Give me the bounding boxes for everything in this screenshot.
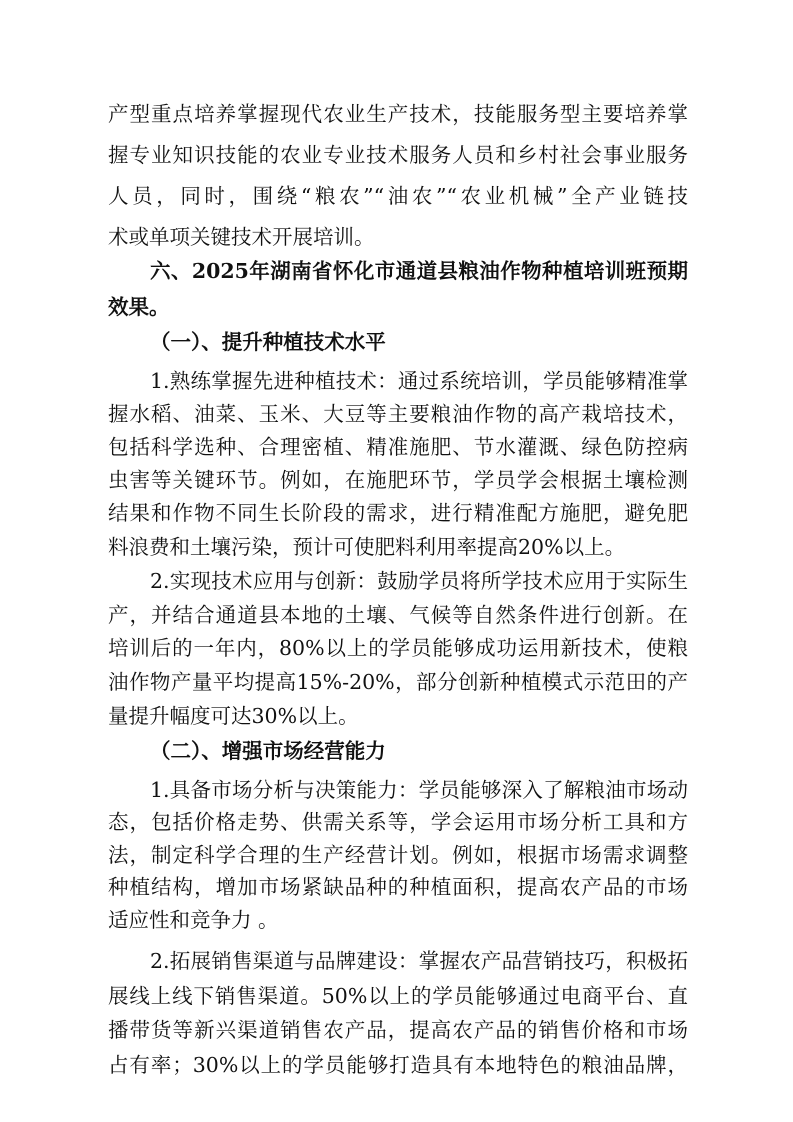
paragraph-line: 油作物产量平均提高15%-20%，部分创新种植模式示范田的产 — [108, 670, 688, 694]
subsection-title: （一）、提升种植技术水平 — [150, 330, 386, 354]
paragraph-line: 1.熟练掌握先进种植技术：通过系统培训，学员能够精准掌 — [150, 369, 688, 393]
paragraph-line: 占有率；30%以上的学员能够打造具有本地特色的粮油品牌， — [108, 1053, 688, 1077]
paragraph-line: 术或单项关键技术开展培训。 — [108, 225, 375, 249]
paragraph-line: 料浪费和土壤污染，预计可使肥料利用率提高20%以上。 — [108, 535, 626, 559]
paragraph-line: 2.实现技术应用与创新：鼓励学员将所学技术应用于实际生 — [150, 569, 688, 593]
paragraph-line: 2.拓展销售渠道与品牌建设：掌握农产品营销技巧，积极拓 — [150, 949, 688, 973]
paragraph-line: 量提升幅度可达30%以上。 — [108, 704, 359, 728]
paragraph-line: 虫害等关键环节。例如，在施肥环节，学员学会根据土壤检测 — [108, 468, 688, 492]
section-heading-cont: 效果。 — [108, 295, 170, 319]
paragraph-line: 种植结构，增加市场紧缺品种的种植面积，提高农产品的市场 — [108, 875, 688, 899]
paragraph-line: 握水稻、油菜、玉米、大豆等主要粮油作物的高产栽培技术， — [108, 402, 688, 426]
paragraph-line: 人员，同时，围绕“粮农”“油农”“农业机械”全产业链技 — [108, 184, 688, 208]
paragraph-line: 产型重点培养掌握现代农业生产技术，技能服务型主要培养掌 — [108, 102, 688, 126]
paragraph-line: 展线上线下销售渠道。50%以上的学员能够通过电商平台、直 — [108, 984, 688, 1008]
paragraph-line: 适应性和竞争力 。 — [108, 908, 279, 932]
paragraph-line: 法，制定科学合理的生产经营计划。例如，根据市场需求调整 — [108, 843, 688, 867]
paragraph-line: 包括科学选种、合理密植、精准施肥、节水灌溉、绿色防控病 — [108, 435, 688, 459]
paragraph-line: 态，包括价格走势、供需关系等，学会运用市场分析工具和方 — [108, 810, 688, 834]
section-heading: 六、2025年湖南省怀化市通道县粮油作物种植培训班预期 — [150, 259, 688, 283]
paragraph-line: 握专业知识技能的农业专业技术服务人员和乡村社会事业服务 — [108, 143, 688, 167]
paragraph-line: 培训后的一年内，80%以上的学员能够成功运用新技术，使粮 — [108, 636, 688, 660]
paragraph-line: 播带货等新兴渠道销售农产品，提高农产品的销售价格和市场 — [108, 1018, 688, 1042]
paragraph-line: 1.具备市场分析与决策能力：学员能够深入了解粮油市场动 — [150, 778, 688, 802]
subsection-title: （二）、增强市场经营能力 — [150, 739, 386, 763]
paragraph-line: 结果和作物不同生长阶段的需求，进行精准配方施肥，避免肥 — [108, 501, 688, 525]
paragraph-line: 产，并结合通道县本地的土壤、气候等自然条件进行创新。在 — [108, 603, 688, 627]
